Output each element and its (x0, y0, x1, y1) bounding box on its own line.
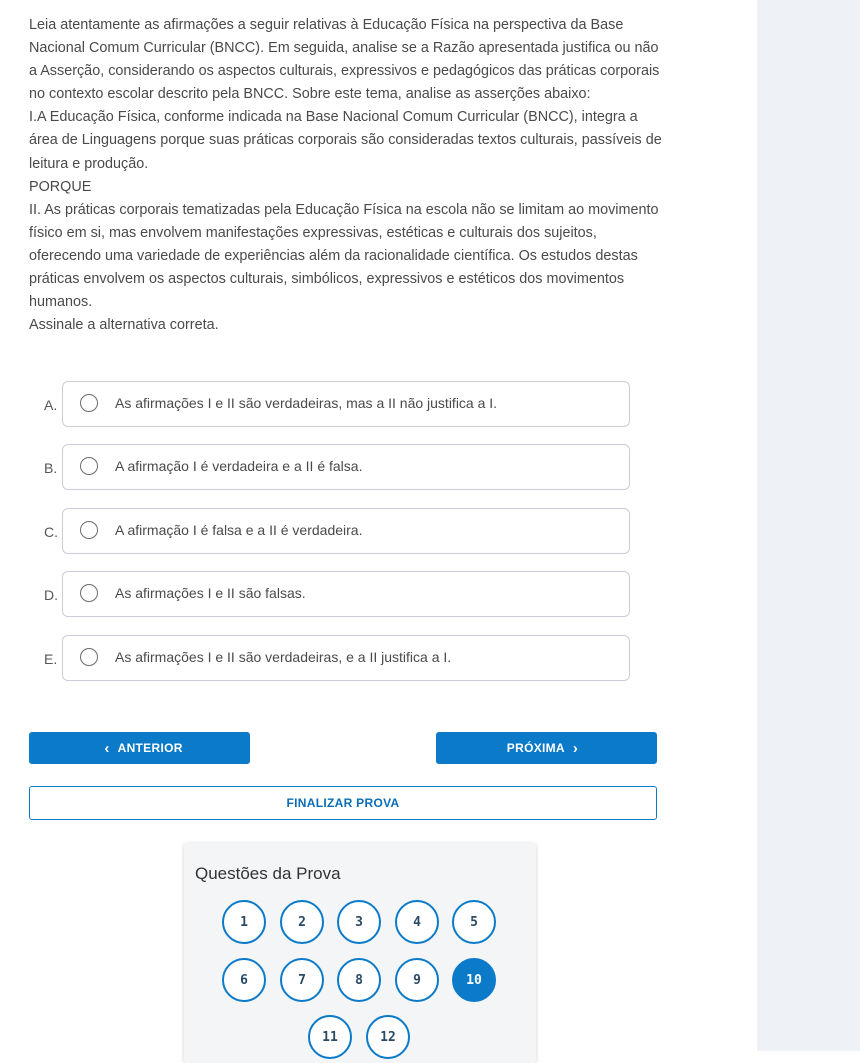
question-number-button[interactable]: 3 (337, 900, 381, 944)
question-number-button[interactable]: 8 (337, 958, 381, 1002)
option-c-box[interactable] (62, 508, 630, 554)
question-number-button[interactable]: 12 (366, 1015, 410, 1059)
next-button[interactable] (436, 732, 657, 764)
question-number-button[interactable]: 7 (280, 958, 324, 1002)
option-letter: D. (44, 587, 58, 603)
option-letter: B. (44, 460, 58, 476)
question-text (29, 14, 669, 337)
option-text: As afirmações I e II são falsas. (115, 585, 306, 601)
question-number-button[interactable]: 1 (222, 900, 266, 944)
question-navigator (184, 843, 536, 1063)
radio-icon[interactable] (80, 457, 98, 475)
option-d-box[interactable] (62, 571, 630, 617)
radio-icon[interactable] (80, 394, 98, 412)
finish-exam-button[interactable] (29, 786, 657, 820)
option-e-box[interactable] (62, 635, 630, 681)
option-letter: A. (44, 397, 58, 413)
option-letter: C. (44, 524, 58, 540)
question-intro: Leia atentamente as afirmações a seguir relativas à Educação Física na perspectiva da Base Nacional Comum Curricular (BNCC). Em seguida, analise se a Razão apresentada justifica ou não a Asserção, considerando os aspectos culturais, expressivos e pedagógicos das práticas corporais no contexto escolar descrito pela BNCC. Sobre este tema, analise as asserções abaixo: (29, 17, 660, 103)
question-navigator-title: Questões da Prova (195, 864, 341, 883)
previous-label: ANTERIOR (117, 741, 183, 755)
option-b-box[interactable] (62, 444, 630, 490)
finish-label: FINALIZAR PROVA (286, 796, 400, 810)
assertion-1: I.A Educação Física, conforme indicada na Base Nacional Comum Curricular (BNCC), integra a área de Linguagens porque suas práticas corporais são consideradas textos culturais, passíveis de leitura e produção. (29, 109, 662, 172)
radio-icon[interactable] (80, 648, 98, 666)
chevron-left-icon: ‹ (104, 739, 110, 757)
question-number-button[interactable]: 4 (395, 900, 439, 944)
assertion-2: II. As práticas corporais tematizadas pela Educação Física na escola não se limitam ao movimento físico em si, mas envolvem manifestações expressivas, estéticas e culturais dos sujeitos, oferecendo uma variedade de experiências além da racionalidade científica. Os estudos destas práticas envolvem os aspectos culturais, simbólicos, expressivos e estéticos dos movimentos humanos. (29, 201, 659, 311)
question-number-button[interactable]: 5 (452, 900, 496, 944)
option-text: As afirmações I e II são verdadeiras, mas a II não justifica a I. (115, 395, 498, 411)
option-text: A afirmação I é verdadeira e a II é falsa. (115, 458, 363, 474)
option-text: As afirmações I e II são verdadeiras, e a II justifica a I. (115, 649, 452, 665)
option-a (28, 381, 630, 427)
option-e (28, 635, 630, 681)
chevron-right-icon: › (572, 739, 579, 757)
option-b (28, 444, 630, 490)
option-text: A afirmação I é falsa e a II é verdadeira. (115, 522, 363, 538)
radio-icon[interactable] (80, 521, 98, 539)
question-number-button-current[interactable]: 10 (452, 958, 496, 1002)
question-number-button[interactable]: 2 (280, 900, 324, 944)
radio-icon[interactable] (80, 584, 98, 602)
next-label: PRÓXIMA (506, 741, 565, 755)
option-letter: E. (44, 651, 58, 667)
question-instruction: Assinale a alternativa correta. (29, 317, 219, 334)
option-a-box[interactable] (62, 381, 630, 427)
question-number-button[interactable]: 11 (308, 1015, 352, 1059)
option-c (28, 508, 630, 554)
option-d (28, 571, 630, 617)
question-number-button[interactable]: 6 (222, 958, 266, 1002)
assertion-connector: PORQUE (29, 178, 92, 195)
previous-button[interactable] (29, 732, 250, 764)
question-number-button[interactable]: 9 (395, 958, 439, 1002)
right-side-panel (757, 0, 860, 1051)
